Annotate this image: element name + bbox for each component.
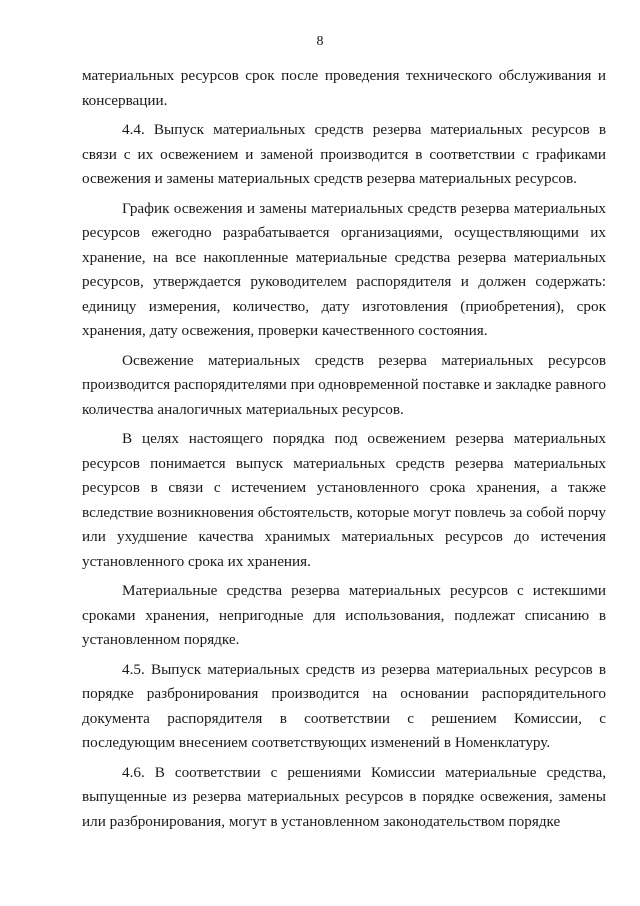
document-body [82,64,606,839]
paragraph-continuation: материальных ресурсов срок после проведения технического обслуживания и консервации. [82,67,606,109]
paragraph-4-6: 4.6. В соответствии с решениями Комиссии материальные средства, выпущенные из резерва материальных ресурсов в порядке освежения, замены или разбронирования, могут в установленном законодательством порядке [82,763,606,830]
paragraph-refresh: Освежение материальных средств резерва материальных ресурсов производится распорядителями при одновременной поставке и закладке равного количества аналогичных материальных ресурсов. [82,351,606,418]
paragraph-schedule: График освежения и замены материальных средств резерва материальных ресурсов ежегодно разрабатывается организациями, осуществляющими их хранение, на все накопленные материальные средства резерва материальных ресурсов, утверждается руководителем распорядителя и должен содержать: единицу измерения, количество, дату изготовления (приобретения), срок хранения, дату освежения, проверки качественного состояния. [82,199,606,339]
paragraph-definition: В целях настоящего порядка под освежением резерва материальных ресурсов понимается выпуск материальных средств резерва материальных ресурсов в связи с истечением установленного срока хранения, а также вследствие возникновения обстоятельств, которые могут повлечь за собой порчу или ухудшение качества хранимых материальных ресурсов до истечения установленного срока их хранения. [82,430,606,570]
paragraph-4-5: 4.5. Выпуск материальных средств из резерва материальных ресурсов в порядке разбронирования производится на основании распорядительного документа распорядителя в соответствии с решением Комиссии, с последующим внесением соответствующих изменений в Номенклатуру. [82,660,606,751]
paragraph-4-4: 4.4. Выпуск материальных средств резерва материальных ресурсов в связи с их освежением и заменой производится в соответствии с графиками освежения и замены материальных средств резерва материальных ресурсов. [82,121,606,187]
page-number: 8 [316,34,324,49]
paragraph-write-off: Материальные средства резерва материальных ресурсов с истекшими сроками хранения, непригодные для использования, подлежат списанию в установленном порядке. [82,582,606,648]
